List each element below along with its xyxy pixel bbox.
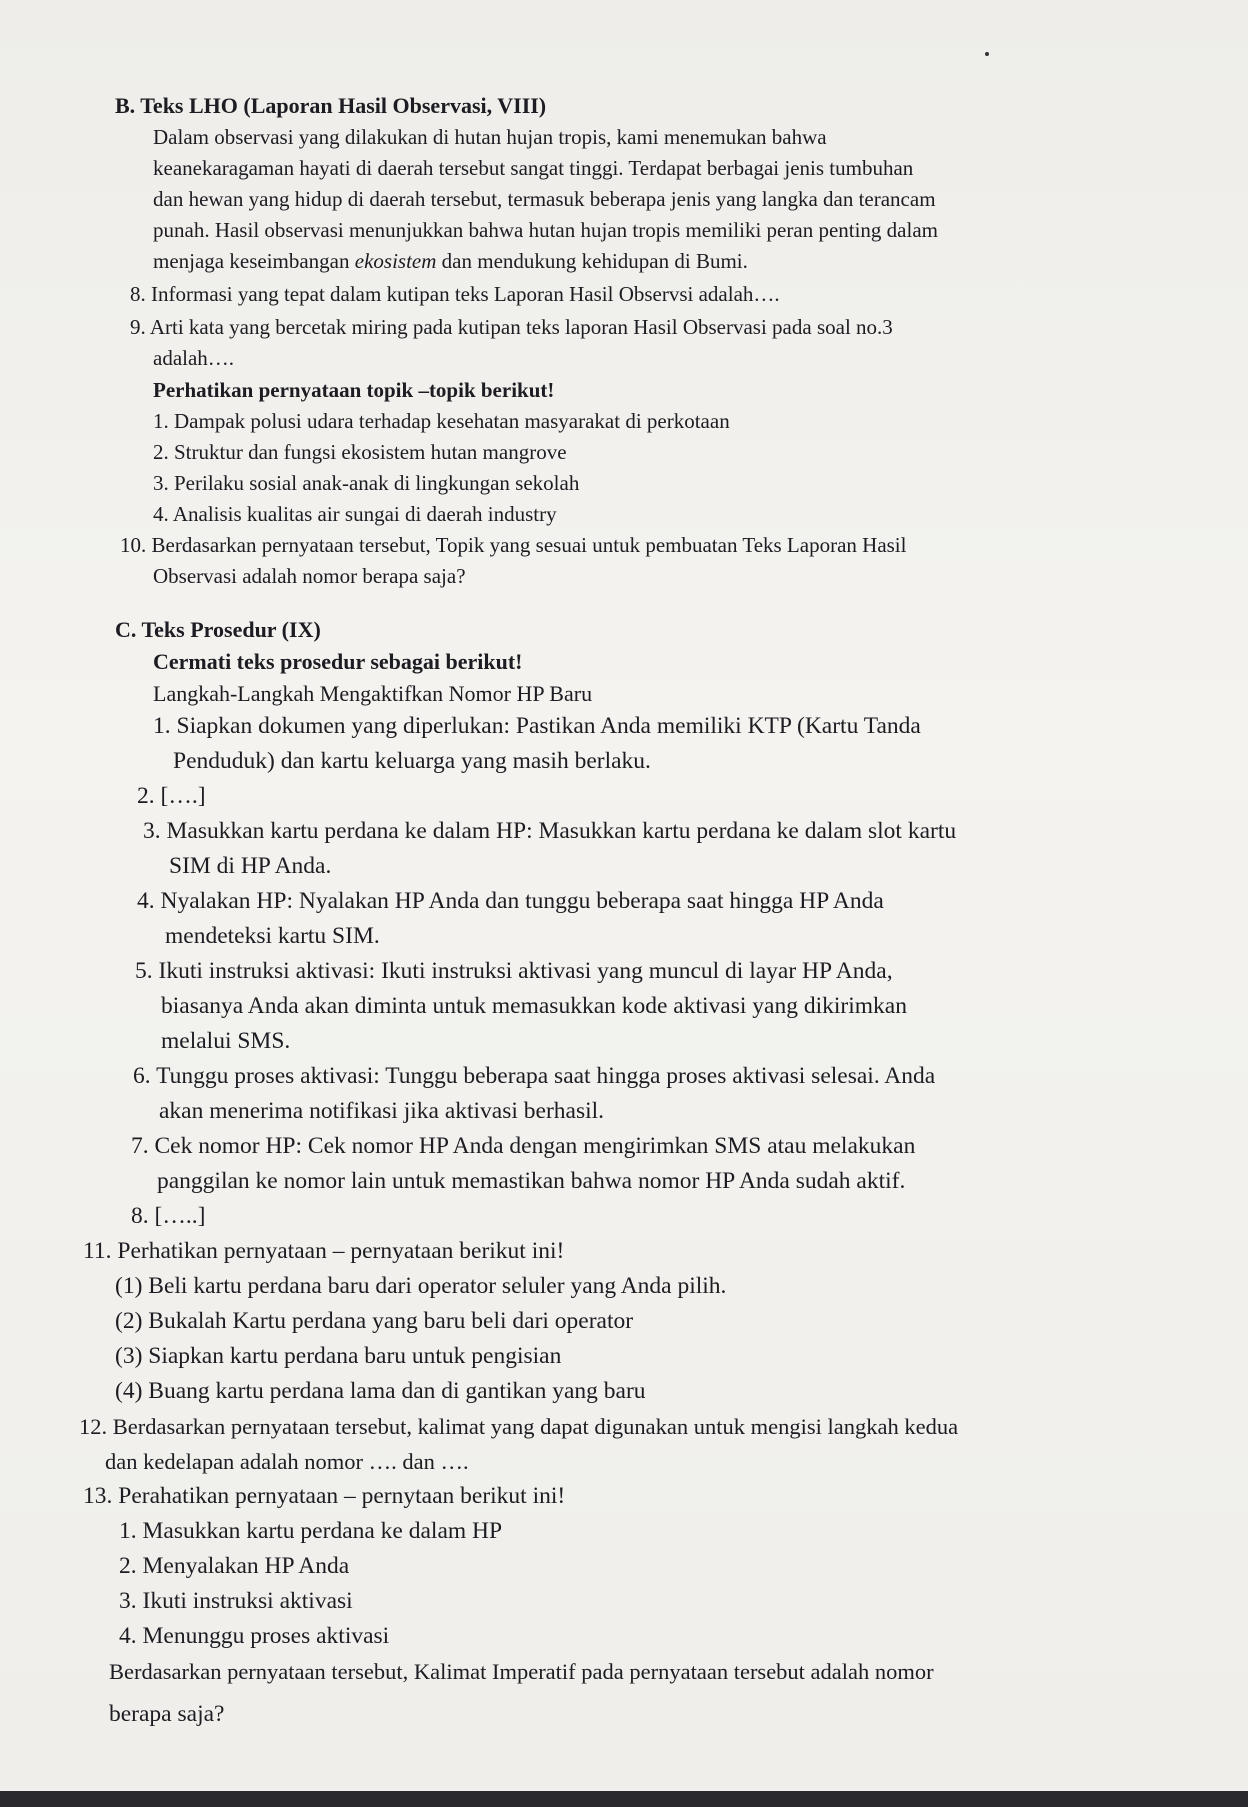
question-9: 9. Arti kata yang bercetak miring pada kutipan teks laporan Hasil Observasi pada soal no.3 <box>130 315 893 339</box>
q13-statements <box>115 1514 1188 1654</box>
step-cont: Penduduk) dan kartu keluarga yang masih berlaku. <box>173 748 651 774</box>
procedure-steps <box>115 709 1188 1234</box>
list-item: (1) Beli kartu perdana baru dari operator seluler yang Anda pilih. <box>115 1273 727 1299</box>
list-item: 2. Menyalakan HP Anda <box>119 1553 350 1579</box>
passage-line: menjaga keseimbangan ekosistem dan mendukung kehidupan di Bumi. <box>153 249 748 273</box>
step: 1. Siapkan dokumen yang diperlukan: Pastikan Anda memiliki KTP (Kartu Tanda <box>153 713 921 739</box>
question-12: 12. Berdasarkan pernyataan tersebut, kalimat yang dapat digunakan untuk mengisi langkah kedua <box>79 1414 959 1439</box>
passage-line: keanekaragaman hayati di daerah tersebut sangat tinggi. Terdapat berbagai jenis tumbuhan <box>153 156 914 180</box>
topics-title: Perhatikan pernyataan topik –topik berikut! <box>153 378 555 402</box>
section-c-heading: C. Teks Prosedur (IX) <box>115 617 321 642</box>
step: 4. Nyalakan HP: Nyalakan HP Anda dan tunggu beberapa saat hingga HP Anda <box>137 888 884 914</box>
question-13-prompt-cont: berapa saja? <box>109 1701 225 1727</box>
list-item: 4. Menunggu proses aktivasi <box>119 1623 390 1649</box>
step-cont: mendeteksi kartu SIM. <box>165 923 380 949</box>
passage-line: punah. Hasil observasi menunjukkan bahwa hutan hujan tropis memiliki peran penting dalam <box>153 218 938 242</box>
section-b-heading: B. Teks LHO (Laporan Hasil Observasi, VIII) <box>115 93 547 118</box>
step: 7. Cek nomor HP: Cek nomor HP Anda dengan mengirimkan SMS atau melakukan <box>131 1133 916 1159</box>
list-item: 1. Dampak polusi udara terhadap kesehatan masyarakat di perkotaan <box>153 409 730 433</box>
question-12-cont: dan kedelapan adalah nomor …. dan …. <box>105 1449 469 1474</box>
step: 6. Tunggu proses aktivasi: Tunggu beberapa saat hingga proses aktivasi selesai. Anda <box>133 1063 936 1089</box>
section-c-subheading: Cermati teks prosedur sebagai berikut! <box>153 649 523 674</box>
step-cont: akan menerima notifikasi jika aktivasi berhasil. <box>159 1098 605 1124</box>
question-9-cont: adalah…. <box>153 346 235 370</box>
list-item: 1. Masukkan kartu perdana ke dalam HP <box>119 1518 503 1544</box>
question-11: 11. Perhatikan pernyataan – pernyataan berikut ini! <box>83 1238 565 1264</box>
step-cont: biasanya Anda akan diminta untuk memasukkan kode aktivasi yang dikirimkan <box>161 993 907 1019</box>
question-13: 13. Perahatikan pernyataan – pernytaan berikut ini! <box>83 1483 566 1509</box>
list-item: 2. Struktur dan fungsi ekosistem hutan mangrove <box>153 440 567 464</box>
step: 2. [….] <box>137 783 206 809</box>
table-edge <box>0 1791 1248 1807</box>
step: 5. Ikuti instruksi aktivasi: Ikuti instruksi aktivasi yang muncul di layar HP Anda, <box>135 958 893 984</box>
question-10: 10. Berdasarkan pernyataan tersebut, Topik yang sesuai untuk pembuatan Teks Laporan Hasil <box>120 533 907 557</box>
list-item: 4. Analisis kualitas air sungai di daerah industry <box>153 502 557 526</box>
q11-statements <box>115 1269 1188 1409</box>
passage-line: Dalam observasi yang dilakukan di hutan hujan tropis, kami menemukan bahwa <box>153 125 827 149</box>
list-item: 3. Perilaku sosial anak-anak di lingkungan sekolah <box>153 471 580 495</box>
procedure-title: Langkah-Langkah Mengaktifkan Nomor HP Baru <box>153 681 593 706</box>
step-cont: panggilan ke nomor lain untuk memastikan bahwa nomor HP Anda sudah aktif. <box>157 1168 906 1194</box>
step: 3. Masukkan kartu perdana ke dalam HP: Masukkan kartu perdana ke dalam slot kartu <box>143 818 957 844</box>
step-cont: melalui SMS. <box>161 1028 291 1054</box>
passage-line: dan hewan yang hidup di daerah tersebut, termasuk beberapa jenis yang langka dan terancam <box>153 187 936 211</box>
topics-list <box>115 406 1188 530</box>
step-cont: SIM di HP Anda. <box>169 853 332 879</box>
lho-passage <box>115 122 1188 277</box>
speck <box>985 52 989 56</box>
list-item: (2) Bukalah Kartu perdana yang baru beli dari operator <box>115 1308 634 1334</box>
list-item: (4) Buang kartu perdana lama dan di gantikan yang baru <box>115 1378 646 1404</box>
question-13-prompt: Berdasarkan pernyataan tersebut, Kalimat Imperatif pada pernyataan tersebut adalah nomor <box>109 1659 934 1684</box>
question-10-cont: Observasi adalah nomor berapa saja? <box>153 564 466 588</box>
question-8: 8. Informasi yang tepat dalam kutipan teks Laporan Hasil Observsi adalah…. <box>130 282 780 306</box>
list-item: 3. Ikuti instruksi aktivasi <box>119 1588 353 1614</box>
step: 8. […..] <box>131 1203 206 1229</box>
list-item: (3) Siapkan kartu perdana baru untuk pengisian <box>115 1343 562 1369</box>
